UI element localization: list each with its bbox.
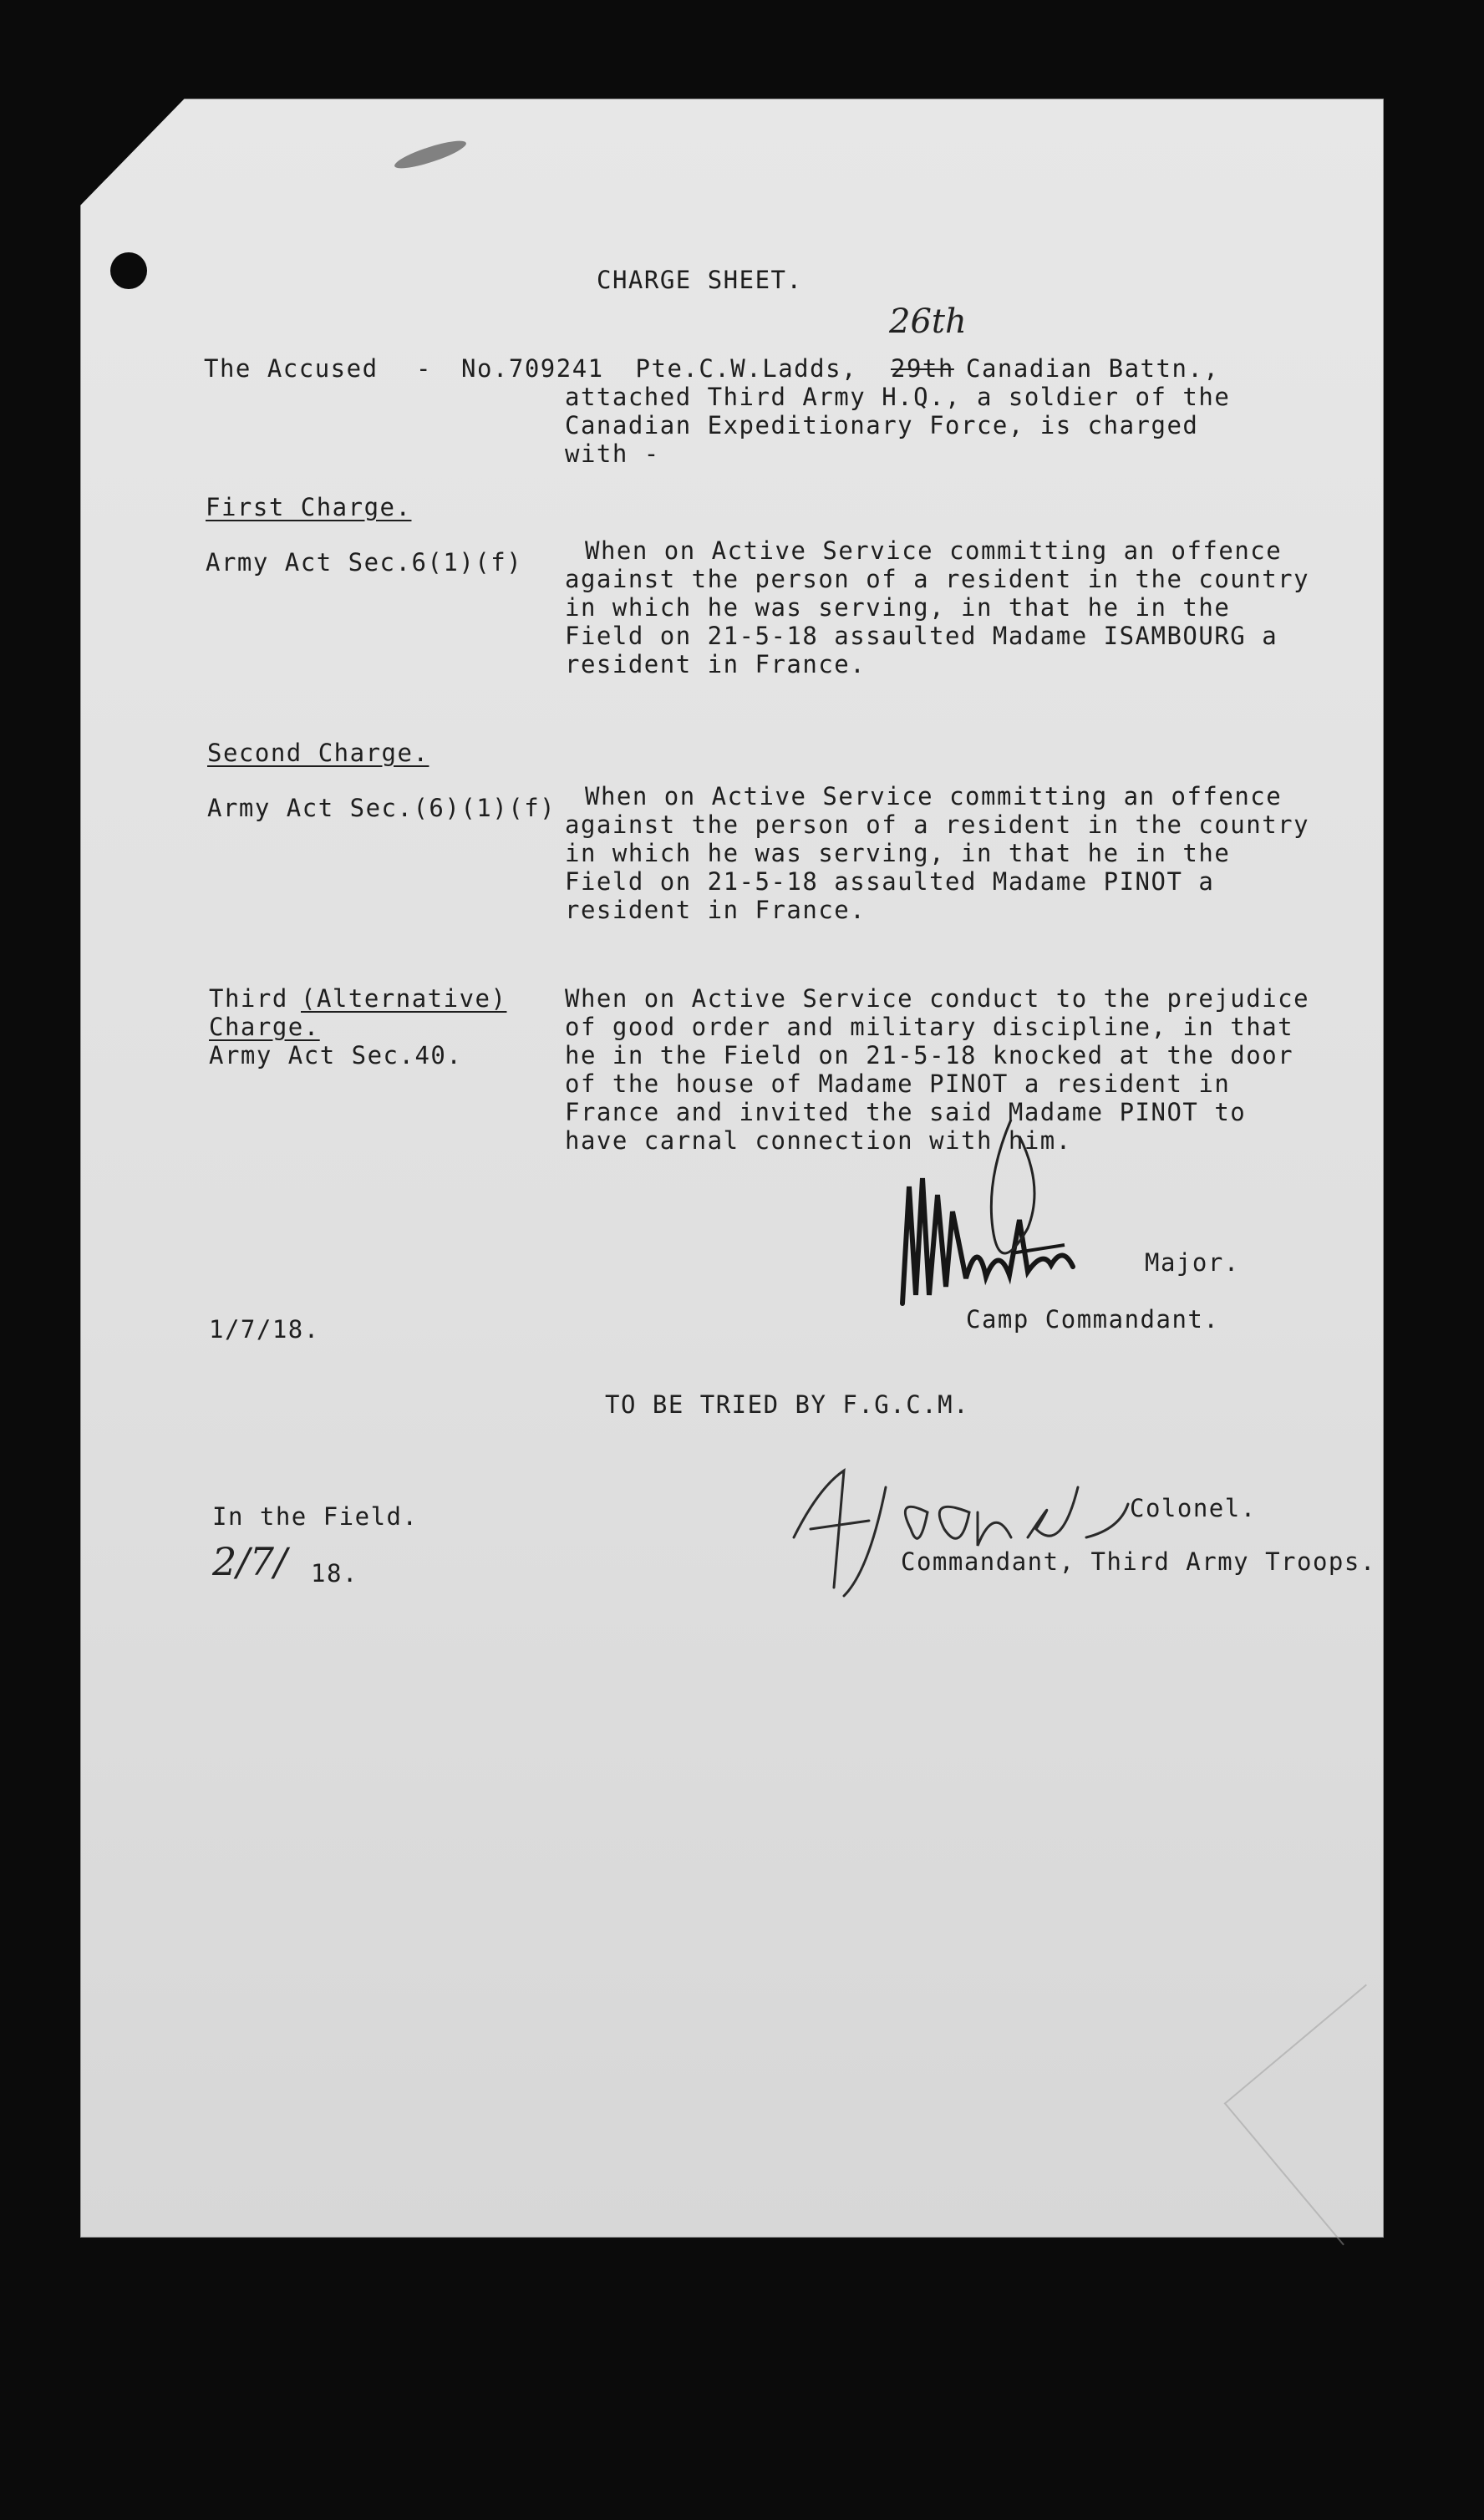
accused-dash: - — [416, 354, 432, 383]
second-charge-line: in which he was serving, in that he in the — [565, 839, 1231, 867]
third-charge-line: When on Active Service conduct to the prejudice — [565, 984, 1310, 1013]
handwritten-unit-correction: 26th — [889, 302, 967, 341]
handwritten-date: 2/7/ — [212, 1539, 287, 1584]
third-charge-heading-alt: (Alternative) — [301, 984, 507, 1013]
major-rank: Major. — [1145, 1248, 1240, 1277]
first-charge-line: against the person of a resident in the country — [565, 565, 1310, 593]
second-charge-heading: Second Charge. — [207, 739, 429, 767]
accused-label: The Accused — [204, 354, 379, 383]
first-charge-line: resident in France. — [565, 650, 867, 678]
third-charge-line: of good order and military discipline, in that — [565, 1013, 1294, 1041]
third-charge-heading-word: Third — [209, 984, 288, 1013]
major-signature — [886, 1086, 1095, 1329]
first-charge-line: in which he was serving, in that he in the — [565, 593, 1231, 622]
accused-line4: with - — [565, 439, 660, 468]
second-charge-line: Field on 21-5-18 assaulted Madame PINOT a — [565, 867, 1215, 896]
accused-unit: Canadian Battn., — [966, 354, 1220, 383]
second-charge-line: resident in France. — [565, 896, 867, 924]
first-charge-line: When on Active Service committing an offence — [585, 536, 1283, 565]
third-charge-line: he in the Field on 21-5-18 knocked at the door — [565, 1041, 1294, 1069]
third-charge-line: have carnal connection with him. — [565, 1126, 1072, 1155]
colonel-signature — [785, 1437, 1145, 1604]
second-charge-line: When on Active Service committing an offence — [585, 782, 1283, 810]
first-charge-heading: First Charge. — [206, 493, 412, 521]
third-charge-section: Army Act Sec.40. — [209, 1041, 463, 1069]
colonel-rank: Colonel. — [1130, 1494, 1257, 1522]
punch-hole — [110, 252, 147, 289]
commandant-title: Commandant, Third Army Troops. — [901, 1547, 1376, 1576]
first-charge-line: Field on 21-5-18 assaulted Madame ISAMBOURG a — [565, 622, 1278, 650]
second-charge-line: against the person of a resident in the country — [565, 810, 1310, 839]
accused-number-name: No.709241 Pte.C.W.Ladds, — [461, 354, 857, 383]
third-charge-heading-line2: Charge. — [209, 1013, 320, 1041]
accused-line2: attached Third Army H.Q., a soldier of the — [565, 383, 1231, 411]
typed-year: 18. — [311, 1559, 358, 1588]
document-title: CHARGE SHEET. — [597, 266, 803, 294]
place-of-issue: In the Field. — [212, 1502, 419, 1531]
struck-unit: 29th — [891, 354, 954, 383]
charge-date: 1/7/18. — [209, 1315, 320, 1344]
camp-commandant-title: Camp Commandant. — [966, 1305, 1220, 1334]
first-charge-section: Army Act Sec.6(1)(f) — [206, 548, 523, 577]
third-charge-line: France and invited the said Madame PINOT to — [565, 1098, 1247, 1126]
third-charge-line: of the house of Madame PINOT a resident in — [565, 1069, 1231, 1098]
tried-by-note: TO BE TRIED BY F.G.C.M. — [605, 1390, 970, 1419]
accused-line3: Canadian Expeditionary Force, is charged — [565, 411, 1199, 439]
second-charge-section: Army Act Sec.(6)(1)(f) — [207, 794, 556, 822]
